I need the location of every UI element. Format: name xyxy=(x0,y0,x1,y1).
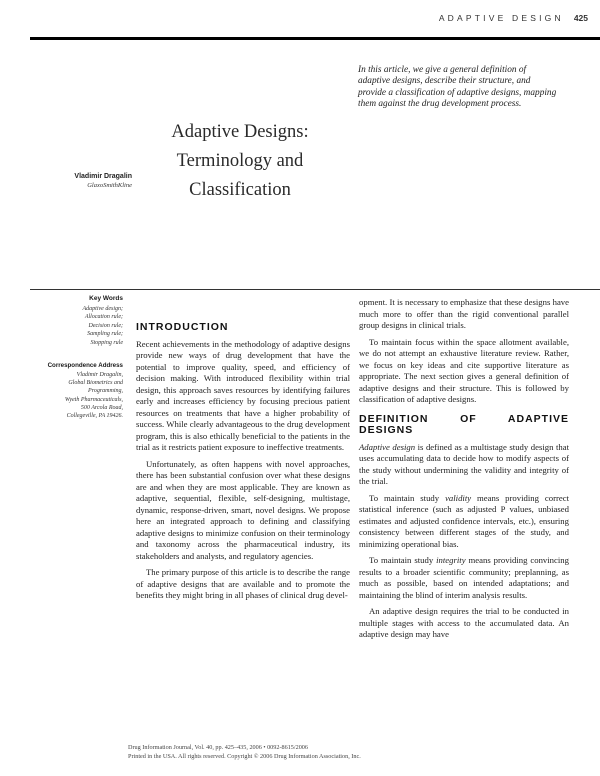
term: validity xyxy=(445,492,472,503)
address-line: Programming, xyxy=(88,388,123,395)
running-header xyxy=(439,13,588,23)
running-journal-title: ADAPTIVE DESIGN xyxy=(438,13,564,23)
key-words-heading: Key Words xyxy=(89,295,123,302)
paragraph: Recent achievements in the methodology of adaptive designs provide new ways of drug development that have the potential to improve quality, speed, and efficiency of decision making. With introduced flexibility within trial design, this approach saves resources by identifying failures early and increases efficiency by focusing precious patient resources on treatments that have a higher probability of success. While clearly advantageous to the drug development program, this is also ethically beneficial to the patients in the trial as it restricts patient exposure to ineffective treatments. xyxy=(136,338,350,452)
paragraph: To maintain focus within the space allotment available, we do not attempt an exhaustive literature review. Rather, we focus on key ideas and cite supportive literature as appropriate. The next section gives a general definition of adaptive designs and their structure. This is followed by classification of adaptive designs. xyxy=(359,336,569,404)
key-word: Decision rule; xyxy=(88,322,123,329)
title-line-3: Classification xyxy=(189,180,291,200)
term: integrity xyxy=(436,555,466,565)
title-line-1: Adaptive Designs: xyxy=(171,122,309,142)
address-line: Wyeth Pharmaceuticals, xyxy=(64,396,123,403)
title-line-2: Terminology and xyxy=(176,151,304,171)
footer-line-1: Drug Information Journal, Vol. 40, pp. 425–435, 2006 • 0092-8615/2006 xyxy=(128,744,308,751)
paragraph: The primary purpose of this article is to describe the range of adaptive designs that are available and to promote the benefits they might bring in all phases of clinical drug devel- xyxy=(136,567,350,600)
paragraph-text: To maintain study xyxy=(369,555,437,565)
section-rule xyxy=(30,289,600,290)
key-word: Adaptive design; xyxy=(82,306,123,312)
address-line: 500 Arcola Road, xyxy=(80,404,123,411)
paragraph xyxy=(359,493,569,551)
address-line: Vladimir Dragalin, xyxy=(76,372,123,378)
top-rule xyxy=(30,37,600,40)
paragraph-text: is defined as a multistage study design that uses accumulating data to decide how to modify aspects of the study without undermining the validity and integrity of the trial. xyxy=(359,441,569,486)
address-line: Collegeville, PA 19426. xyxy=(66,413,123,420)
correspondence-address xyxy=(26,371,123,420)
key-word: Sampling rule; xyxy=(87,331,123,338)
paragraph-text: To maintain study xyxy=(369,492,446,503)
paragraph xyxy=(359,442,569,488)
key-word: Stopping rule xyxy=(90,339,123,346)
page-number: 425 xyxy=(573,13,588,23)
paragraph: opment. It is necessary to emphasize that these designs have much more to offer than the rigid conventional parallel group designs in clinical trials. xyxy=(359,297,569,330)
article-title xyxy=(140,118,340,205)
paragraph-text: means providing correct statistical inference (such as adjusted P values, unbiased estimates and adjusted confidence intervals, etc.), ensuring consistency between different stages of the study, and minimizing operational bias. xyxy=(359,492,569,549)
address-line: Global Biometrics and xyxy=(68,380,123,387)
abstract: In this article, we give a general definition of adaptive designs, describe their structure, and provide a classification of adaptive designs, mapping them against the drug development process. xyxy=(358,65,557,110)
paragraph-text: means providing convincing results to a broader scientific community; preplanning, as much as possible, based on intended adaptations; and maintaining the blind of interim analysis results. xyxy=(359,555,569,600)
paragraph: An adaptive design requires the trial to be conducted in multiple stages with access to the accumulated data. An adaptive design may have xyxy=(359,606,569,639)
text-column-right xyxy=(359,297,569,646)
author-affiliation: GlaxoSmithKline xyxy=(87,182,132,189)
term: Adaptive design xyxy=(359,441,416,452)
correspondence-heading: Correspondence Address xyxy=(47,362,123,369)
paragraph xyxy=(359,555,569,601)
definition-heading: DEFINITION OF ADAPTIVE DESIGNS xyxy=(359,412,569,436)
author-name: Vladimir Dragalin xyxy=(74,173,132,180)
key-word: Allocation rule; xyxy=(84,314,123,321)
paragraph: Unfortunately, as often happens with novel approaches, there has been substantial confusion over what these designs are and when they are most applicable. They are known as adaptive, sequential, flexible, self-designing, multistage, dynamic, response-driven, smart, novel designs. We propose here an integrated approach to defining and classifying adaptive designs to minimize confusion on their terminology and taxonomy across the pharmaceutical industry, its stakeholders and analysts, and regulatory agencies. xyxy=(136,458,350,561)
footer xyxy=(128,744,568,761)
key-words-list xyxy=(30,305,123,347)
footer-line-2: Printed in the USA. All rights reserved. Copyright © 2006 Drug Information Association, Inc. xyxy=(128,752,361,760)
introduction-heading: INTRODUCTION xyxy=(136,321,229,333)
text-column-left xyxy=(136,322,350,607)
